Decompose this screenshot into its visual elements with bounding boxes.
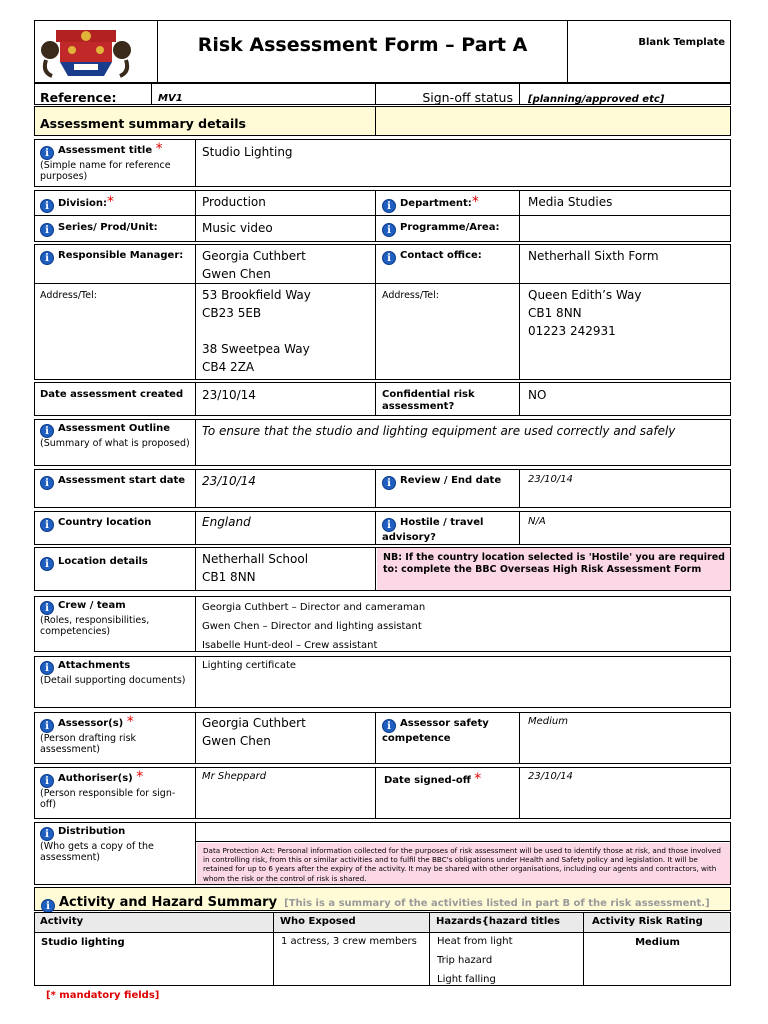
- activity-row-rating[interactable]: Medium: [635, 937, 680, 948]
- start-label-cell: [40, 475, 190, 490]
- info-icon[interactable]: i: [40, 424, 54, 438]
- location-hostile-note: NB: If the country location selected is 'Hostile' you are required to: complete the BBC Overseas High Risk Assessment Form: [377, 548, 730, 590]
- contact-label: Contact office:: [400, 250, 482, 261]
- assessor-comp-label-cell: [382, 718, 514, 745]
- assessor-note: (Person drafting risk assessment): [40, 733, 137, 755]
- distribution-note: (Who gets a copy of the assessment): [40, 841, 154, 863]
- info-icon[interactable]: i: [40, 827, 54, 841]
- authoriser-label-cell: [34, 767, 196, 819]
- crew-list[interactable]: [202, 598, 425, 655]
- signoff-value-cell[interactable]: [520, 83, 731, 105]
- info-icon[interactable]: i: [40, 719, 54, 733]
- address-left-1: 53 Brookfield Way: [202, 288, 311, 302]
- assessor-comp-value[interactable]: Medium: [528, 716, 568, 727]
- country-value[interactable]: England: [202, 515, 251, 529]
- mandatory-fields-note: [* mandatory fields]: [46, 990, 160, 1001]
- department-value[interactable]: Media Studies: [528, 195, 613, 209]
- crew-label: Crew / team: [58, 600, 126, 611]
- required-asterisk: *: [126, 714, 134, 730]
- hazard-3: Light falling: [437, 974, 496, 985]
- address-left-2: CB23 5EB: [202, 306, 262, 320]
- assessment-title-label: Assessment title: [58, 145, 153, 156]
- outline-label: Assessment Outline: [58, 423, 171, 434]
- info-icon[interactable]: i: [40, 223, 54, 237]
- summary-heading: Assessment summary details: [40, 116, 246, 131]
- activity-row-who[interactable]: 1 actress, 3 crew members: [281, 936, 417, 947]
- review-label-cell: [382, 475, 501, 490]
- form-title: Risk Assessment Form – Part A: [197, 33, 528, 56]
- crew-member-1: Georgia Cuthbert – Director and cameraman: [202, 602, 426, 613]
- address-right-2: CB1 8NN: [528, 306, 582, 320]
- crew-member-3: Isabelle Hunt-deol – Crew assistant: [202, 640, 378, 651]
- required-asterisk: *: [474, 771, 482, 787]
- reference-label: Reference:: [40, 90, 117, 105]
- required-asterisk: *: [471, 194, 479, 210]
- address-label-right: Address/Tel:: [382, 290, 439, 301]
- hazard-2: Trip hazard: [437, 955, 493, 966]
- info-icon[interactable]: i: [40, 146, 54, 160]
- assessment-title-value: Studio Lighting: [202, 145, 293, 159]
- address-right-1: Queen Edith’s Way: [528, 288, 642, 302]
- attachments-value[interactable]: Lighting certificate: [202, 660, 297, 671]
- assessor-value-cell[interactable]: [202, 714, 306, 750]
- country-label-cell: [40, 517, 151, 532]
- division-label-cell: [40, 196, 114, 213]
- address-right-cell[interactable]: [528, 286, 642, 340]
- outline-value[interactable]: To ensure that the studio and lighting equipment are used correctly and safely: [202, 424, 676, 438]
- signed-label: Date signed-off: [384, 775, 471, 786]
- info-icon[interactable]: i: [382, 199, 396, 213]
- outline-note: (Summary of what is proposed): [40, 438, 190, 449]
- crew-note: (Roles, responsibilities, competencies): [40, 615, 150, 637]
- start-label: Assessment start date: [58, 475, 186, 486]
- location-value-cell[interactable]: [202, 550, 308, 586]
- hazard-1: Heat from light: [437, 936, 513, 947]
- rating-col-header: Activity Risk Rating: [592, 916, 703, 927]
- address-left-4: CB4 2ZA: [202, 360, 255, 374]
- series-label-cell: [40, 222, 158, 237]
- contact-label-cell: [382, 250, 482, 265]
- info-icon[interactable]: i: [382, 518, 396, 532]
- crest-logo: [34, 20, 158, 83]
- template-label: Blank Template: [638, 37, 725, 48]
- assessor-value-2: Gwen Chen: [202, 734, 271, 748]
- info-icon[interactable]: i: [40, 476, 54, 490]
- assessor-label: Assessor(s): [58, 718, 124, 729]
- info-icon[interactable]: i: [40, 557, 54, 571]
- programme-label: Programme/Area:: [400, 222, 500, 233]
- hostile-value[interactable]: N/A: [528, 516, 546, 527]
- signed-value[interactable]: 23/10/14: [528, 771, 573, 782]
- info-icon[interactable]: i: [382, 251, 396, 265]
- info-icon[interactable]: i: [382, 476, 396, 490]
- location-label: Location details: [58, 556, 148, 567]
- hostile-label-cell: [382, 517, 516, 544]
- distribution-label-cell: [34, 822, 196, 885]
- review-value[interactable]: 23/10/14: [528, 474, 573, 485]
- activity-heading-note: [This is a summary of the activities listed in part B of the risk assessment.]: [284, 898, 710, 909]
- info-icon[interactable]: i: [382, 223, 396, 237]
- address-right-3: 01223 242931: [528, 324, 616, 338]
- info-icon[interactable]: i: [40, 601, 54, 615]
- hazards-col-header: Hazards{hazard titles: [436, 916, 561, 927]
- date-created-label: Date assessment created: [40, 389, 184, 400]
- authoriser-value[interactable]: Mr Sheppard: [202, 771, 267, 782]
- series-value[interactable]: Music video: [202, 221, 273, 235]
- manager-label-cell: [40, 250, 190, 265]
- signoff-label-cell: [376, 83, 520, 105]
- location-label-cell: [40, 556, 148, 571]
- assessor-label-cell: [34, 712, 196, 764]
- distribution-label: Distribution: [58, 826, 126, 837]
- manager-value-2: Gwen Chen: [202, 267, 271, 281]
- info-icon[interactable]: i: [382, 719, 396, 733]
- assessor-value-1: Georgia Cuthbert: [202, 716, 306, 730]
- manager-value-1: Georgia Cuthbert: [202, 249, 306, 263]
- review-label: Review / End date: [400, 475, 502, 486]
- info-icon[interactable]: i: [40, 774, 54, 788]
- info-icon[interactable]: i: [40, 199, 54, 213]
- assessor-comp-label: Assessor safety competence: [382, 718, 489, 744]
- info-icon[interactable]: i: [40, 661, 54, 675]
- signed-label-cell: [384, 773, 481, 787]
- reference-label-cell: [34, 83, 152, 105]
- location-value-2: CB1 8NN: [202, 570, 256, 584]
- programme-label-cell: [382, 222, 499, 237]
- address-left-3: 38 Sweetpea Way: [202, 342, 310, 356]
- confidential-value[interactable]: NO: [528, 388, 547, 402]
- crew-label-cell: [34, 596, 196, 652]
- signoff-value: [planning/approved etc]: [528, 94, 665, 105]
- who-col-header: Who Exposed: [280, 916, 356, 927]
- template-cell: [568, 20, 731, 83]
- location-value-1: Netherhall School: [202, 552, 309, 566]
- series-label: Series/ Prod/Unit:: [58, 222, 158, 233]
- address-left-cell[interactable]: [202, 286, 311, 376]
- confidential-label: Confidential risk assessment?: [382, 389, 475, 412]
- rating-col: [584, 912, 731, 933]
- division-value[interactable]: Production: [202, 195, 266, 209]
- department-label: Department:: [400, 198, 472, 209]
- reference-value: MV1: [158, 93, 183, 104]
- info-icon[interactable]: i: [40, 251, 54, 265]
- activity-row-hazards[interactable]: [437, 932, 513, 989]
- crew-member-2: Gwen Chen – Director and lighting assistant: [202, 621, 422, 632]
- reference-value-cell[interactable]: [152, 83, 376, 105]
- assessment-title-label-cell: [34, 139, 196, 187]
- manager-value-cell[interactable]: [202, 247, 306, 283]
- hostile-label: Hostile / travel advisory?: [382, 517, 484, 543]
- attachments-label-cell: [34, 656, 196, 708]
- attachments-note: (Detail supporting documents): [40, 675, 186, 686]
- signoff-label: Sign-off status: [422, 90, 513, 105]
- activity-row-activity[interactable]: Studio lighting: [41, 937, 125, 948]
- info-icon[interactable]: i: [41, 899, 55, 913]
- authoriser-note: (Person responsible for sign-off): [40, 788, 176, 810]
- authoriser-label: Authoriser(s): [58, 773, 133, 784]
- required-asterisk: *: [155, 141, 163, 157]
- title-cell: [158, 20, 568, 83]
- distribution-value-cell[interactable]: [196, 822, 731, 842]
- logo-cell: [34, 20, 158, 83]
- attachments-label: Attachments: [58, 660, 131, 671]
- department-label-cell: [382, 196, 479, 213]
- start-value[interactable]: 23/10/14: [202, 474, 256, 488]
- country-label: Country location: [58, 517, 152, 528]
- activity-col-header: Activity: [40, 916, 84, 927]
- data-protection-notice: Data Protection Act: Personal information collected for the purposes of risk assessment will be used to identify those at risk, and those involved in controlling risk, from this or similar activities and to fulfil the BBC's obligations under Health and Safety policy and legislation. It will be retained for up to 6 years after the expiry of the activity. It may be shared with other organisations, including our agents and contractors, with whom the risk or the control of risk is shared.: [197, 843, 730, 884]
- manager-label: Responsible Manager:: [58, 250, 184, 261]
- assessment-title-note: (Simple name for reference purposes): [40, 160, 171, 182]
- division-label: Division:: [58, 198, 108, 209]
- activity-heading-row: [34, 887, 731, 911]
- summary-heading-cell: [34, 106, 376, 136]
- required-asterisk: *: [136, 769, 144, 785]
- contact-value[interactable]: Netherhall Sixth Form: [528, 249, 659, 263]
- date-created-value[interactable]: 23/10/14: [202, 388, 256, 402]
- info-icon[interactable]: i: [40, 518, 54, 532]
- assessment-title-value-cell[interactable]: [196, 139, 731, 187]
- activity-heading: Activity and Hazard Summary: [59, 895, 278, 910]
- outline-label-cell: [34, 419, 196, 466]
- required-asterisk: *: [107, 194, 115, 210]
- address-label-left: Address/Tel:: [40, 290, 97, 301]
